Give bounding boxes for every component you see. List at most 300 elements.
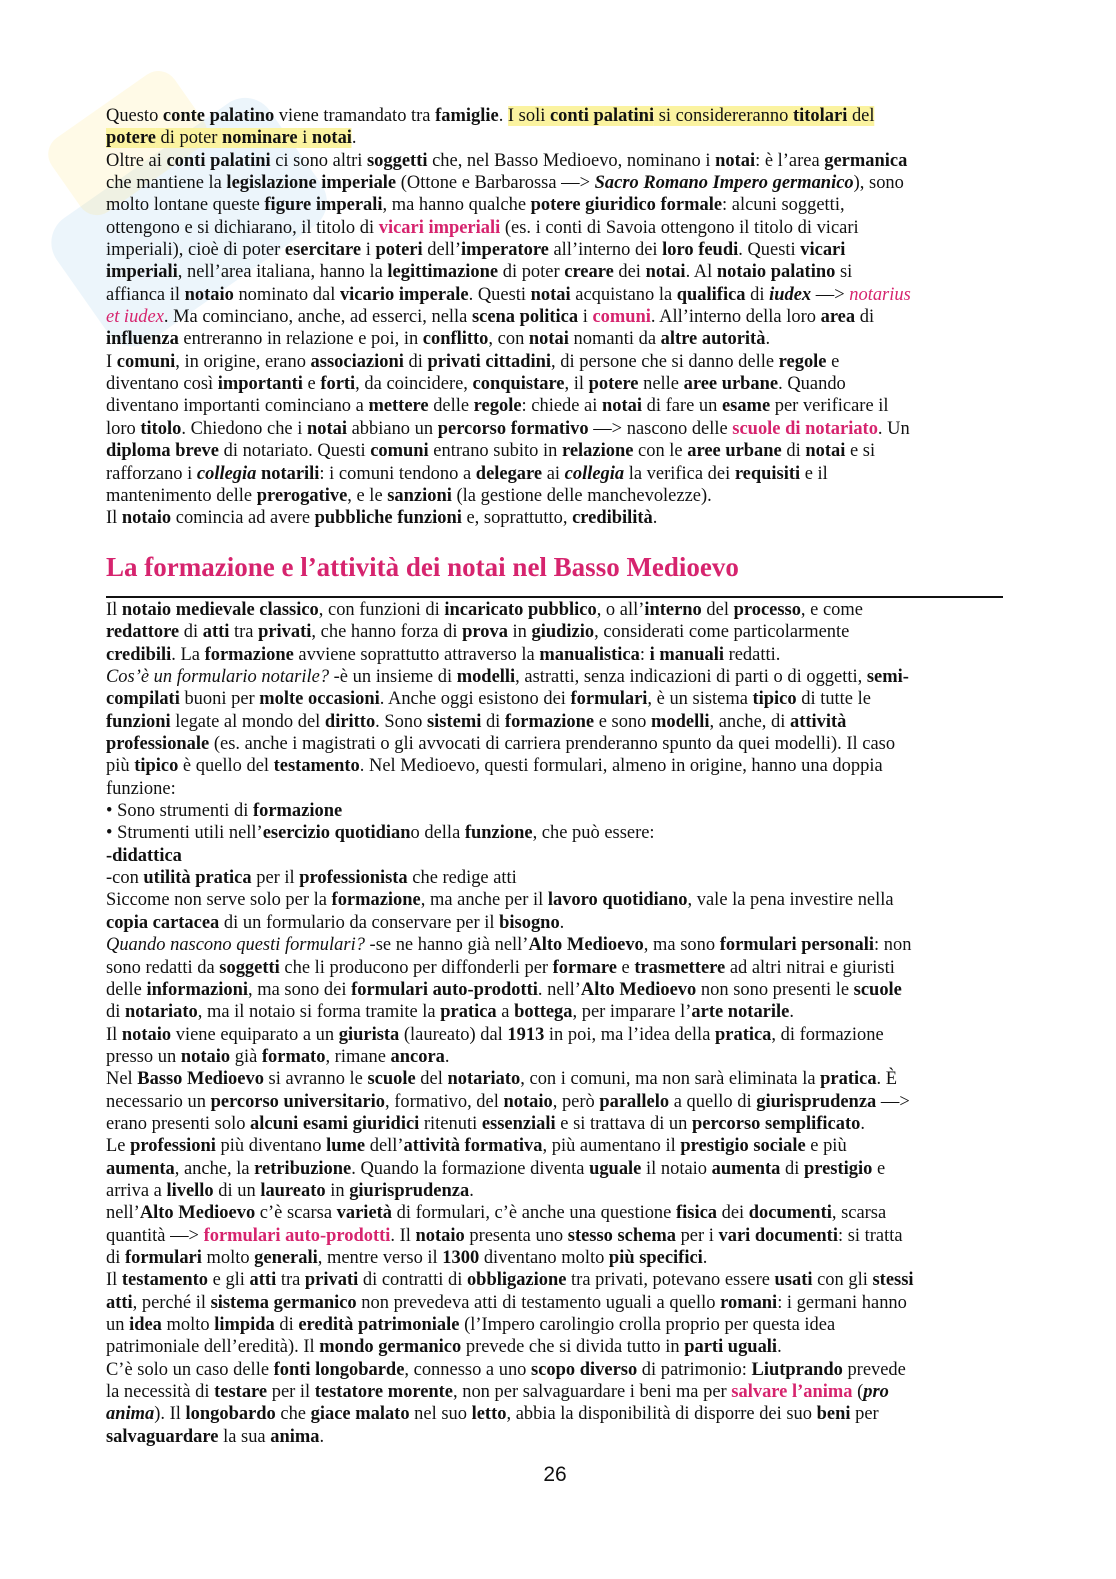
bold-term: bottega xyxy=(514,1002,573,1023)
text-run: . Un xyxy=(877,418,910,439)
text-run: nel suo xyxy=(409,1404,472,1425)
text-run: dell’ xyxy=(422,240,462,261)
text-run: Il xyxy=(106,1024,122,1045)
text-line xyxy=(106,755,1004,777)
bold-term: diploma breve xyxy=(106,441,219,462)
text-run: Il xyxy=(106,508,122,529)
bold-term: aree urbane xyxy=(683,374,779,395)
text-run: diventano così xyxy=(106,374,218,395)
text-run: , considerati come particolarmente xyxy=(594,622,850,643)
text-run: . xyxy=(860,1113,865,1134)
bold-term: poteri xyxy=(375,240,423,261)
text-run: dei xyxy=(716,1203,749,1224)
bold-term: giurisprudenza xyxy=(349,1180,470,1201)
bold-term: notai xyxy=(528,329,569,350)
bold-term: famiglie xyxy=(435,106,499,126)
text-run: viene tramandato tra xyxy=(274,106,436,126)
bold-term: parti uguali xyxy=(684,1337,778,1358)
bold-term: Basso Medioevo xyxy=(137,1069,264,1090)
bold-term: Alto Medioevo xyxy=(528,935,644,956)
text-run: , con i comuni, ma non sarà eliminata la xyxy=(520,1069,821,1090)
text-run: diventano importanti cominciano a xyxy=(106,396,369,417)
bold-term: vicari xyxy=(800,240,846,261)
bold-term: notai xyxy=(645,262,686,283)
text-run: . Nel Medioevo, questi formulari, almeno in origine, hanno una doppia xyxy=(359,756,883,777)
text-run: tra xyxy=(276,1270,305,1291)
text-run: -se ne hanno già nell’ xyxy=(364,935,529,956)
text-run: . Il xyxy=(390,1225,416,1246)
text-line xyxy=(106,733,1004,755)
text-run: a xyxy=(496,1002,515,1023)
text-line xyxy=(106,934,1004,956)
bold-term: privati xyxy=(258,622,312,643)
text-run: rafforzano i xyxy=(106,463,197,484)
bold-term: testamento xyxy=(273,756,360,777)
bold-term: notaio xyxy=(415,1225,465,1246)
emphasis-term: et iudex xyxy=(106,307,164,328)
text-run: Siccome non serve solo per la xyxy=(106,890,332,911)
bold-term: credibili xyxy=(106,644,172,665)
text-line xyxy=(106,845,1004,867)
text-run: , non per salvaguardare i beni ma per xyxy=(452,1382,732,1403)
text-run: —> nascono delle xyxy=(588,418,733,439)
bold-term: percorso universitario xyxy=(210,1091,386,1112)
text-run: mantenimento delle xyxy=(106,485,257,506)
bold-term: formazione xyxy=(204,644,294,665)
text-run: che mantiene la xyxy=(106,173,227,194)
text-run: e xyxy=(872,1158,886,1179)
bold-term: conflitto xyxy=(422,329,489,350)
text-line xyxy=(106,1180,1004,1202)
text-run: per il xyxy=(267,1382,315,1403)
text-run: , mentre verso il xyxy=(317,1247,443,1268)
text-line xyxy=(106,1135,1004,1157)
bold-term: notaio palatino xyxy=(716,262,836,283)
text-run: la necessità di xyxy=(106,1382,215,1403)
highlighted-text: titolari xyxy=(793,106,848,126)
text-run: . xyxy=(702,1247,708,1268)
text-line xyxy=(106,261,1004,283)
text-line xyxy=(106,1426,1004,1448)
page-number: 26 xyxy=(543,1463,567,1486)
text-run: , anche, la xyxy=(174,1158,255,1179)
bold-term: notaio medievale classico xyxy=(121,600,319,620)
text-run: la verifica dei xyxy=(624,463,735,484)
text-run: , perché il xyxy=(132,1292,211,1313)
text-line xyxy=(106,1403,1004,1425)
text-run: redatti. xyxy=(723,644,781,665)
bold-term: esame xyxy=(721,396,771,417)
bold-term: regole xyxy=(778,351,827,372)
text-run: e più xyxy=(805,1136,847,1157)
text-run: presso un xyxy=(106,1046,181,1067)
text-run: . Quando la formazione diventa xyxy=(351,1158,590,1179)
text-run: C’è solo un caso delle xyxy=(106,1359,274,1380)
text-line xyxy=(106,351,1004,373)
bold-term: beni xyxy=(816,1404,851,1425)
text-run: Le xyxy=(106,1136,131,1157)
text-run: in poi, ma l’idea della xyxy=(544,1024,716,1045)
bold-term: eredità patrimoniale xyxy=(298,1315,460,1335)
text-run: . Ma cominciano, anche, ad esserci, nella xyxy=(163,307,472,328)
bold-term: ancora xyxy=(390,1046,445,1067)
bold-term: notai xyxy=(715,150,756,171)
bold-term: anima xyxy=(106,1404,155,1425)
bold-term: longobardo xyxy=(185,1404,276,1425)
text-run: necessario un xyxy=(106,1091,211,1112)
bold-term: associazioni xyxy=(310,351,404,372)
text-run: più diventano xyxy=(215,1136,327,1157)
emphasis-term: scuole di notariato xyxy=(732,418,878,439)
text-run: Il xyxy=(106,600,122,620)
section-text-block xyxy=(106,599,1006,1448)
text-line xyxy=(106,889,1004,911)
highlighted-text: potere xyxy=(106,128,156,149)
text-run: funzione: xyxy=(106,778,176,799)
text-run: ( xyxy=(852,1382,864,1403)
text-run: . xyxy=(765,329,771,350)
text-line xyxy=(106,328,1004,350)
bold-term: incaricato pubblico xyxy=(444,600,597,620)
bold-term: limpida xyxy=(214,1315,275,1335)
text-run: quantità —> xyxy=(106,1225,204,1246)
bold-term: letto xyxy=(471,1404,507,1425)
bold-term: notaio xyxy=(121,1024,172,1045)
text-run: molto lontane queste xyxy=(106,195,265,216)
bold-term: interno xyxy=(644,600,702,620)
text-line xyxy=(106,507,1004,529)
text-run: e si xyxy=(845,441,876,462)
text-run: di xyxy=(106,1002,125,1023)
bold-term: altre autorità xyxy=(660,329,766,350)
text-run: , o all’ xyxy=(596,600,645,620)
bold-term: funzioni xyxy=(106,711,171,732)
bold-term: notariato xyxy=(124,1002,198,1023)
text-run: si xyxy=(835,262,853,283)
text-run: • Sono strumenti di xyxy=(106,801,253,822)
bold-term: Alto Medioevo xyxy=(139,1203,256,1224)
bold-term: collegia xyxy=(196,463,257,484)
text-run: più xyxy=(106,756,135,777)
emphasis-term: comuni xyxy=(592,307,651,328)
text-run: , e le xyxy=(347,485,388,506)
text-line xyxy=(106,1247,1004,1269)
text-run: , di formazione xyxy=(771,1024,884,1045)
bold-term: usati xyxy=(774,1270,813,1291)
bold-term: anima xyxy=(270,1426,320,1447)
bold-term: lavoro quotidiano xyxy=(547,890,688,911)
text-run: diventano molto xyxy=(479,1247,609,1268)
text-line xyxy=(106,395,1004,417)
text-line xyxy=(106,711,1004,733)
text-line xyxy=(106,284,1004,306)
bold-term: figure imperali xyxy=(264,195,383,216)
bold-term: livello xyxy=(166,1180,214,1201)
text-line xyxy=(106,485,1004,507)
text-run: di xyxy=(781,441,806,462)
text-run: ai xyxy=(542,463,565,484)
bold-term: attività formativa xyxy=(403,1136,543,1157)
bold-term: copia cartacea xyxy=(106,912,220,933)
bold-term: testatore morente xyxy=(314,1382,453,1403)
bold-term: vicario imperale xyxy=(339,284,469,305)
highlighted-text: si considereranno xyxy=(654,106,794,126)
text-run: . xyxy=(777,1337,782,1358)
text-run: . xyxy=(652,508,658,529)
text-run: : si tratta xyxy=(837,1225,903,1246)
text-line xyxy=(106,440,1004,462)
text-run: e xyxy=(616,957,635,978)
bold-term: soggetti xyxy=(219,957,280,978)
text-run: di un xyxy=(213,1180,261,1201)
text-run: già xyxy=(230,1046,262,1067)
text-run: di patrimonio: xyxy=(637,1359,752,1380)
bold-term: potere giuridico formale xyxy=(530,195,723,216)
text-run: , astratti, senza indicazioni di parti o di oggetti, xyxy=(515,667,867,688)
bold-term: notaio xyxy=(184,284,234,305)
text-run: e sono xyxy=(594,711,652,732)
bold-term: pratica xyxy=(440,1002,497,1023)
text-run: i xyxy=(578,307,593,328)
text-run: , per imparare l’ xyxy=(572,1002,692,1023)
text-run: loro xyxy=(106,418,141,439)
text-run: di xyxy=(403,351,428,372)
text-line xyxy=(106,912,1004,934)
text-run: sono redatti da xyxy=(106,957,220,978)
text-run: , ma il notaio si forma tramite la xyxy=(197,1002,441,1023)
text-line xyxy=(106,822,1004,844)
text-run: presenta uno xyxy=(464,1225,568,1246)
text-run: prevede che si divida tutto in xyxy=(461,1337,685,1358)
text-line xyxy=(106,1381,1004,1403)
text-line xyxy=(106,239,1004,261)
text-run: : non xyxy=(874,935,912,956)
text-run: arriva a xyxy=(106,1180,167,1201)
text-run: buoni per xyxy=(179,689,260,710)
text-run: molto xyxy=(201,1247,255,1268)
text-run: : i comuni tendono a xyxy=(319,463,476,484)
text-run: . Quando xyxy=(778,374,846,395)
bold-term: professionale xyxy=(106,734,210,755)
text-run: un xyxy=(106,1315,130,1335)
text-run: ). Il xyxy=(154,1404,186,1425)
bold-term: processo xyxy=(733,600,801,620)
bold-term: informazioni xyxy=(146,979,249,1000)
text-run: . xyxy=(469,1180,474,1201)
text-run: tra privati, potevano essere xyxy=(566,1270,775,1291)
text-line xyxy=(106,1001,1004,1023)
bold-term: sistemi xyxy=(426,711,482,732)
text-run: ci sono altri xyxy=(270,150,367,171)
bold-term: formazione xyxy=(504,711,595,732)
text-run: imperiali), cioè di poter xyxy=(106,240,285,261)
bold-term: titolo xyxy=(140,418,182,439)
text-run: del xyxy=(415,1069,448,1090)
bold-term: arte notarile xyxy=(691,1002,790,1023)
text-line xyxy=(106,1202,1004,1224)
bold-term: conquistare xyxy=(472,374,565,395)
text-run: che xyxy=(275,1404,311,1425)
text-run: I xyxy=(106,351,117,372)
text-run: che redige atti xyxy=(407,868,517,889)
text-run: , più aumentano il xyxy=(542,1136,681,1157)
text-run: del xyxy=(701,600,734,620)
bold-term: bisogno xyxy=(499,912,560,933)
bold-term: conti palatini xyxy=(166,150,271,171)
text-line xyxy=(106,1024,1004,1046)
text-run: . xyxy=(559,912,565,933)
bold-term: percorso semplificato xyxy=(692,1113,861,1134)
emphasis-term: notarius xyxy=(849,284,911,305)
text-run: acquistano la xyxy=(570,284,677,305)
text-run: di formulari, c’è anche una questione xyxy=(392,1203,676,1224)
text-run: : alcuni soggetti, xyxy=(722,195,845,216)
text-run: : xyxy=(639,644,650,665)
bold-term: privati xyxy=(304,1270,359,1291)
text-run: nelle xyxy=(638,374,684,395)
text-run: di xyxy=(745,284,770,305)
text-run: , connesso a uno xyxy=(404,1359,532,1380)
bold-term: pratica xyxy=(715,1024,772,1045)
text-run: di fare un xyxy=(641,396,722,417)
bold-term: 1913 xyxy=(507,1024,545,1045)
text-line xyxy=(106,979,1004,1001)
bold-term: giurista xyxy=(338,1024,400,1045)
heading-rule xyxy=(106,596,1003,598)
highlighted-text: conti palatini xyxy=(549,106,655,126)
bold-term: Alto Medioevo xyxy=(580,979,697,1000)
text-run: i xyxy=(361,240,376,261)
text-run: molto xyxy=(161,1315,215,1335)
bold-term: manualistica xyxy=(539,644,640,665)
bold-term: idea xyxy=(129,1315,162,1335)
bold-term: retribuzione xyxy=(254,1158,352,1179)
text-line xyxy=(106,1292,1004,1314)
bold-term: sistema germanico xyxy=(210,1292,357,1313)
bold-term: qualifica xyxy=(676,284,746,305)
text-run: di xyxy=(855,307,875,328)
bold-term: esercitare xyxy=(284,240,362,261)
bold-term: 1300 xyxy=(442,1247,480,1268)
text-line xyxy=(106,957,1004,979)
text-run: delle xyxy=(106,979,147,1000)
bold-term: notai xyxy=(601,396,642,417)
text-run: , nell’area italiana, hanno la xyxy=(177,262,388,283)
text-run: erano presenti solo xyxy=(106,1113,251,1134)
bold-term: percorso formativo xyxy=(437,418,589,439)
bold-term: notaio xyxy=(503,1091,553,1112)
text-run: (l’Impero carolingio crolla proprio per questa idea xyxy=(459,1315,836,1335)
text-line xyxy=(106,1269,1004,1291)
bold-term: fonti longobarde xyxy=(273,1359,405,1380)
bold-term: comuni xyxy=(116,351,176,372)
text-line xyxy=(106,1158,1004,1180)
text-run: comincia ad avere xyxy=(171,508,315,529)
bold-term: formulari xyxy=(570,689,648,710)
bold-term: creare xyxy=(564,262,614,283)
bold-term: iudex xyxy=(769,284,812,305)
text-run: con le xyxy=(633,441,688,462)
text-run: la sua xyxy=(218,1426,271,1447)
bold-term: importanti xyxy=(217,374,303,395)
bold-term: giace malato xyxy=(310,1404,410,1425)
bold-term: varietà xyxy=(336,1203,393,1224)
text-run: avviene soprattutto attraverso la xyxy=(293,644,540,665)
text-run: , vale la pena investire nella xyxy=(687,890,894,911)
bold-term: potere xyxy=(588,374,639,395)
text-run: delle xyxy=(428,396,474,417)
text-run: per xyxy=(850,1404,879,1425)
text-run: e xyxy=(302,374,321,395)
bold-term: giurisprudenza xyxy=(756,1091,877,1112)
text-run: ritenuti xyxy=(419,1113,482,1134)
text-run: dell’ xyxy=(365,1136,404,1157)
text-run: o della xyxy=(410,823,465,844)
bold-term: i manuali xyxy=(649,644,724,665)
text-run: Oltre ai xyxy=(106,150,167,171)
text-run: . xyxy=(351,128,357,149)
text-line xyxy=(106,644,1004,666)
text-run: all’interno dei xyxy=(548,240,663,261)
bold-term: notai xyxy=(805,441,846,462)
bold-term: formulari auto-prodotti xyxy=(351,979,538,1000)
bold-term: delegare xyxy=(475,463,543,484)
bold-term: trasmettere xyxy=(634,957,726,978)
text-run: . Anche oggi esistono dei xyxy=(379,689,571,710)
bold-term: uguale xyxy=(589,1158,642,1179)
bold-term: legittimazione xyxy=(387,262,499,283)
text-run: , rimane xyxy=(325,1046,391,1067)
text-run: . xyxy=(444,1046,450,1067)
emphasis-term: salvare l’anima xyxy=(731,1382,853,1403)
bold-term: stessi xyxy=(872,1270,914,1291)
text-run: , ma sono xyxy=(643,935,720,956)
text-line xyxy=(106,105,1004,127)
text-line xyxy=(106,1336,1004,1358)
text-run: (laureato) dal xyxy=(399,1024,508,1045)
text-run: di xyxy=(274,1315,299,1335)
highlighted-text: I soli xyxy=(507,106,550,126)
text-run: ottengono e si dichiarano, il titolo di xyxy=(106,217,379,238)
text-run: . xyxy=(789,1002,794,1023)
bold-term: redattore xyxy=(106,622,180,643)
bold-term: giudizio xyxy=(531,622,595,643)
bold-term: modelli xyxy=(651,711,710,732)
text-run: e xyxy=(826,351,840,372)
bold-term: collegia xyxy=(564,463,625,484)
bold-term: testamento xyxy=(121,1270,209,1291)
text-run: a quello di xyxy=(669,1091,757,1112)
highlighted-text: notai xyxy=(311,128,352,149)
bold-term: pratica xyxy=(820,1069,877,1090)
bold-term: esercizio quotidian xyxy=(262,823,411,844)
text-run: . È xyxy=(876,1069,898,1090)
bold-term: notai xyxy=(306,418,347,439)
text-line xyxy=(106,1359,1004,1381)
bold-term: conte palatino xyxy=(162,106,275,126)
text-run: di xyxy=(780,1158,804,1179)
text-run: —> xyxy=(876,1091,910,1112)
bold-term: generali xyxy=(254,1247,318,1268)
intro-text-block xyxy=(106,105,1006,530)
text-run: , e come xyxy=(800,600,863,620)
text-run: Questo xyxy=(106,106,163,126)
text-run: tra xyxy=(229,622,259,643)
text-run: nell’ xyxy=(106,1203,140,1224)
text-run: non prevedeva atti di testamento uguali a quello xyxy=(356,1292,721,1313)
text-run: e, soprattutto, xyxy=(461,508,573,529)
bold-term: notarili xyxy=(260,463,320,484)
